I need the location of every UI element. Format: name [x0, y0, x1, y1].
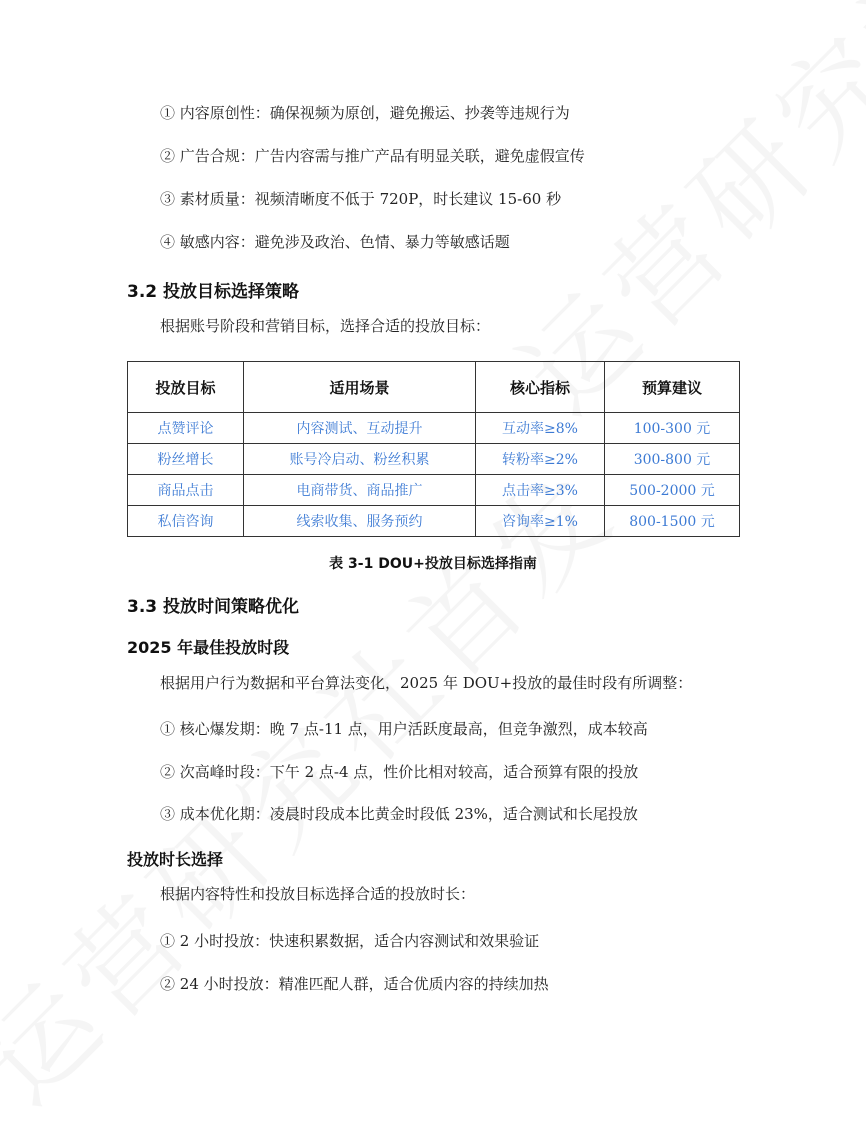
- table-row: [128, 475, 740, 506]
- column-header: 适用场景: [244, 362, 476, 413]
- column-header: 投放目标: [128, 362, 244, 413]
- list-text: 核心爆发期：晚 7 点-11 点，用户活跃度最高，但竞争激烈，成本较高: [179, 720, 648, 738]
- table-cell: 账号冷启动、粉丝积累: [244, 444, 476, 475]
- list-marker: ③: [160, 805, 176, 823]
- section-heading-3-2: 3.2 投放目标选择策略: [127, 282, 300, 302]
- list-text: 成本优化期：凌晨时段成本比黄金时段低 23%，适合测试和长尾投放: [179, 805, 638, 823]
- table-cell: 点击率≥3%: [476, 475, 605, 506]
- section-intro: 根据账号阶段和营销目标，选择合适的投放目标：: [160, 317, 491, 335]
- table-cell: 内容测试、互动提升: [244, 413, 476, 444]
- section-heading-3-3: 3.3 投放时间策略优化: [127, 597, 300, 617]
- table-cell: 300-800 元: [605, 444, 740, 475]
- table-caption: 表 3-1 DOU+投放目标选择指南: [329, 556, 537, 572]
- table-cell: 转粉率≥2%: [476, 444, 605, 475]
- timing-item: [160, 804, 638, 824]
- subsection-intro: 根据用户行为数据和平台算法变化，2025 年 DOU+投放的最佳时段有所调整：: [160, 674, 693, 692]
- list-marker: ①: [160, 932, 176, 950]
- requirement-item: [160, 232, 510, 252]
- list-text: 素材质量：视频清晰度不低于 720P，时长建议 15-60 秒: [179, 190, 562, 208]
- table-cell: 800-1500 元: [605, 506, 740, 537]
- list-marker: ①: [160, 104, 176, 122]
- list-text: 2 小时投放：快速积累数据，适合内容测试和效果验证: [179, 932, 540, 950]
- table-cell: 商品点击: [128, 475, 244, 506]
- table-cell: 私信咨询: [128, 506, 244, 537]
- subsection-intro: 根据内容特性和投放目标选择合适的投放时长：: [160, 885, 476, 903]
- table-cell: 500-2000 元: [605, 475, 740, 506]
- table-cell: 100-300 元: [605, 413, 740, 444]
- list-marker: ④: [160, 233, 176, 251]
- table-header-row: [128, 362, 740, 413]
- duration-item: [160, 931, 539, 951]
- timing-item: [160, 719, 648, 739]
- table-cell: 点赞评论: [128, 413, 244, 444]
- list-text: 广告合规：广告内容需与推广产品有明显关联，避免虚假宣传: [179, 147, 585, 165]
- duration-item: [160, 974, 549, 994]
- table-row: [128, 413, 740, 444]
- list-marker: ②: [160, 147, 176, 165]
- subsection-heading: 2025 年最佳投放时段: [127, 638, 290, 657]
- table-cell: 互动率≥8%: [476, 413, 605, 444]
- requirement-item: [160, 146, 585, 166]
- column-header: 核心指标: [476, 362, 605, 413]
- timing-item: [160, 762, 638, 782]
- list-marker: ③: [160, 190, 176, 208]
- list-marker: ②: [160, 975, 176, 993]
- column-header: 预算建议: [605, 362, 740, 413]
- requirement-item: [160, 189, 561, 209]
- list-text: 24 小时投放：精准匹配人群，适合优质内容的持续加热: [179, 975, 549, 993]
- goal-selection-table: [127, 361, 740, 537]
- table-row: [128, 444, 740, 475]
- table-cell: 电商带货、商品推广: [244, 475, 476, 506]
- list-text: 内容原创性：确保视频为原创，避免搬运、抄袭等违规行为: [179, 104, 570, 122]
- table-cell: 粉丝增长: [128, 444, 244, 475]
- table-row: [128, 506, 740, 537]
- list-text: 次高峰时段：下午 2 点-4 点，性价比相对较高，适合预算有限的投放: [179, 763, 639, 781]
- list-marker: ①: [160, 720, 176, 738]
- table-cell: 咨询率≥1%: [476, 506, 605, 537]
- list-marker: ②: [160, 763, 176, 781]
- requirement-item: [160, 103, 570, 123]
- subsection-heading: 投放时长选择: [127, 850, 224, 869]
- table-cell: 线索收集、服务预约: [244, 506, 476, 537]
- list-text: 敏感内容：避免涉及政治、色情、暴力等敏感话题: [179, 233, 510, 251]
